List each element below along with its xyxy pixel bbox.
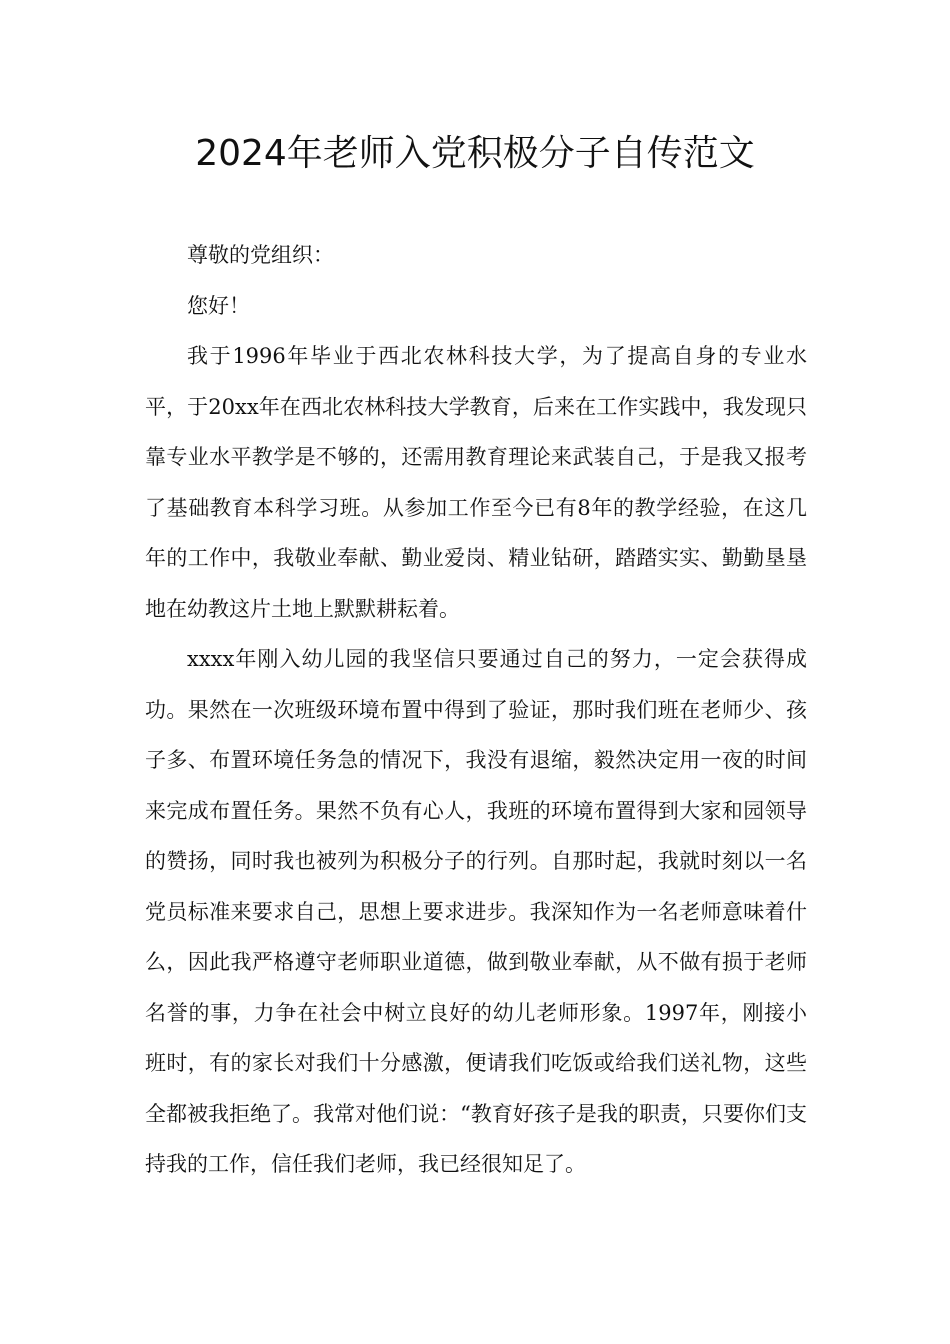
document-body	[145, 230, 807, 1190]
greeting: 您好！	[187, 293, 250, 318]
paragraph-work-experience: xxxx年刚入幼儿园的我坚信只要通过自己的努力，一定会获得成功。果然在一次班级环境布置中得到了验证，那时我们班在老师少、孩子多、布置环境任务急的情况下，我没有退缩，毅然决定用一夜的时间来完成布置任务。果然不负有心人，我班的环境布置得到大家和园领导的赞扬，同时我也被列为积极分子的行列。自那时起，我就时刻以一名党员标准来要求自己，思想上要求进步。我深知作为一名老师意味着什么，因此我严格遵守老师职业道德，做到敬业奉献，从不做有损于老师名誉的事，力争在社会中树立良好的幼儿老师形象。1997年，刚接小班时，有的家长对我们十分感激，便请我们吃饭或给我们送礼物，这些全都被我拒绝了。我常对他们说：“教育好孩子是我的职责，只要你们支持我的工作，信任我们老师，我已经很知足了。	[145, 647, 807, 1176]
salutation: 尊敬的党组织：	[187, 243, 334, 267]
document-title: 2024年老师入党积极分子自传范文	[195, 133, 755, 174]
paragraph-education: 我于1996年毕业于西北农林科技大学，为了提高自身的专业水平，于20xx年在西北农林科技大学教育，后来在工作实践中，我发现只靠专业水平教学是不够的，还需用教育理论来武装自己，于是我又报考了基础教育本科学习班。从参加工作至今已有8年的教学经验，在这几年的工作中，我敬业奉献、勤业爱岗、精业钻研，踏踏实实、勤勤垦垦地在幼教这片土地上默默耕耘着。	[145, 344, 807, 621]
